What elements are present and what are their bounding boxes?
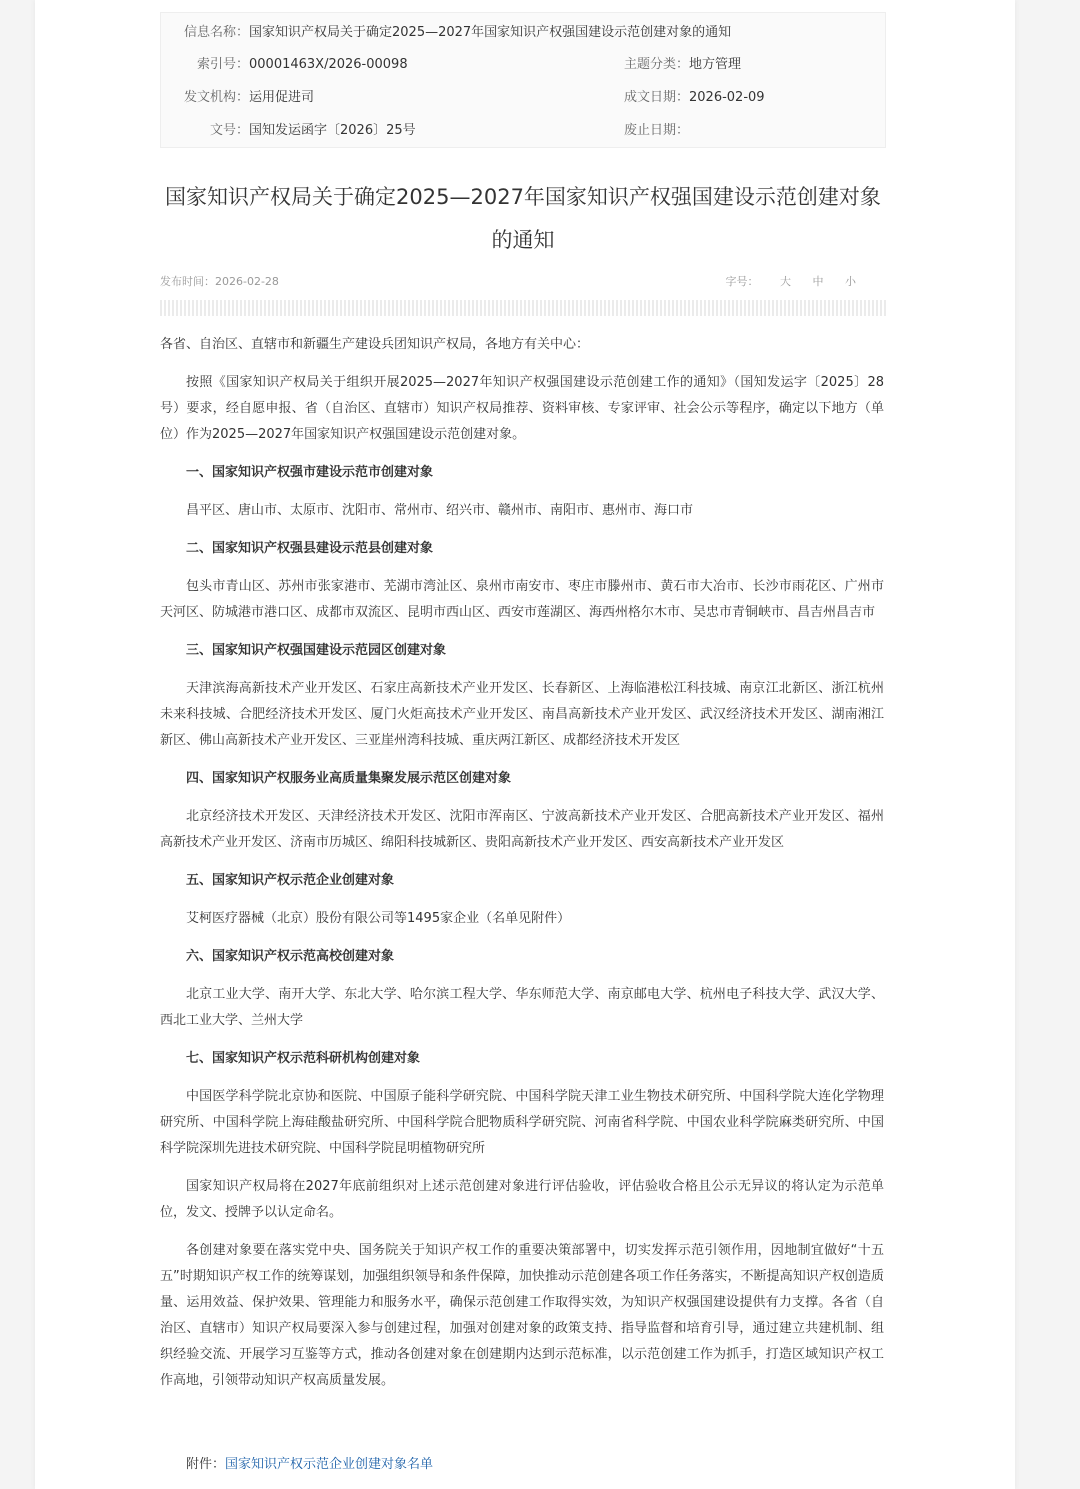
index-value: 00001463X/2026-00098 [249,57,408,72]
section-heading: 四、国家知识产权服务业高质量集聚发展示范区创建对象 [186,771,512,786]
docno-row [161,121,416,141]
publish-date: 发布时间：2026-02-28 [160,275,279,288]
font-small-button[interactable]: 小 [845,275,856,288]
section-heading: 六、国家知识产权示范高校创建对象 [186,949,395,964]
page-title [160,176,886,262]
issuer-label: 发文机构： [183,90,249,105]
date-row [619,88,765,108]
date-value: 2026-02-09 [689,90,765,105]
article-body [160,332,884,1406]
closing-paragraph-1: 国家知识产权局将在2027年底前组织对上述示范创建对象进行评估验收，评估验收合格且公示无异议的将认定为示范单位，发文、授牌予以认定命名。 [160,1179,884,1220]
docno-label: 文号： [209,123,249,138]
section-body: 艾柯医疗器械（北京）股份有限公司等1495家企业（名单见附件） [186,911,571,926]
date-label: 成文日期： [623,90,689,105]
closing-paragraph-2: 各创建对象要在落实党中央、国务院关于知识产权工作的重要决策部署中，切实发挥示范引领作用，因地制宜做好“十五五”时期知识产权工作的统筹谋划，加强组织领导和条件保障，加快推动示范创建各项工作任务落实，不断提高知识产权创造质量、运用效益、保护效果、管理能力和服务水平，确保示范创建工作取得实效，为知识产权强国建设提供有力支撑。各省（自治区、直辖市）知识产权局要深入参与创建过程，加强对创建对象的政策支持、指导监督和培育引导，通过建立共建机制、组织经验交流、开展学习互鉴等方式，推动各创建对象在创建期内达到示范标准，以示范创建工作为抓手，打造区域知识产权工作高地，引领带动知识产权高质量发展。 [160,1243,884,1388]
section-body: 中国医学科学院北京协和医院、中国原子能科学研究院、中国科学院天津工业生物技术研究所、中国科学院大连化学物理研究所、中国科学院上海硅酸盐研究所、中国科学院合肥物质科学研究院、河南省科学院、中国农业科学院麻类研究所、中国科学院深圳先进技术研究院、中国科学院昆明植物研究所 [160,1089,884,1156]
intro-paragraph: 按照《国家知识产权局关于组织开展2025—2027年知识产权强国建设示范创建工作的通知》（国知发运字〔2025〕28号）要求，经自愿申报、省（自治区、直辖市）知识产权局推荐、资料审核、专家评审、社会公示等程序，确定以下地方（单位）作为2025—2027年国家知识产权强国建设示范创建对象。 [160,375,884,442]
section-body: 北京工业大学、南开大学、东北大学、哈尔滨工程大学、华东师范大学、南京邮电大学、杭州电子科技大学、武汉大学、西北工业大学、兰州大学 [160,987,884,1028]
section-heading: 七、国家知识产权示范科研机构创建对象 [186,1051,421,1066]
expire-label: 废止日期： [623,123,689,138]
section-body: 昌平区、唐山市、太原市、沈阳市、常州市、绍兴市、赣州市、南阳市、惠州市、海口市 [186,503,694,518]
category-label: 主题分类： [623,57,689,72]
attachment-label: 附件： [186,1457,226,1472]
category-value: 地方管理 [689,57,742,72]
salutation: 各省、自治区、直辖市和新疆生产建设兵团知识产权局，各地方有关中心： [160,337,590,352]
title-line-1: 国家知识产权局关于确定2025—2027年国家知识产权强国建设示范创建对象 [165,185,881,209]
issuer-value: 运用促进司 [249,90,315,105]
info-name-value: 国家知识产权局关于确定2025—2027年国家知识产权强国建设示范创建对象的通知 [249,25,732,40]
font-size-label: 字号： [725,275,759,288]
category-row [619,55,741,75]
attachment [186,1454,433,1476]
font-medium-button[interactable]: 中 [812,275,824,288]
index-label: 索引号： [196,57,249,72]
title-line-2: 的通知 [491,228,555,252]
section-heading: 五、国家知识产权示范企业创建对象 [186,873,395,888]
section-body: 北京经济技术开发区、天津经济技术开发区、沈阳市浑南区、宁波高新技术产业开发区、合肥高新技术产业开发区、福州高新技术产业开发区、济南市历城区、绵阳科技城新区、贵阳高新技术产业开发区、西安高新技术产业开发区 [160,809,884,850]
section-heading: 二、国家知识产权强县建设示范县创建对象 [186,541,434,556]
section-heading: 一、国家知识产权强市建设示范市创建对象 [186,465,434,480]
document-info-box [160,12,886,148]
publish-info-bar [160,272,886,292]
divider [160,300,886,316]
section-heading: 三、国家知识产权强国建设示范园区创建对象 [186,643,447,658]
info-name-label: 信息名称： [183,25,249,40]
attachment-link[interactable]: 国家知识产权示范企业创建对象名单 [225,1457,434,1472]
index-row [161,55,408,75]
font-large-button[interactable]: 大 [780,275,791,288]
section-body: 天津滨海高新技术产业开发区、石家庄高新技术产业开发区、长春新区、上海临港松江科技城、南京江北新区、浙江杭州未来科技城、合肥经济技术开发区、厦门火炬高技术产业开发区、南昌高新技术产业开发区、武汉经济技术开发区、湖南湘江新区、佛山高新技术产业开发区、三亚崖州湾科技城、重庆两江新区、成都经济技术开发区 [160,681,884,748]
info-name-row [161,23,731,43]
issuer-row [161,88,314,108]
font-size-switcher [726,272,857,292]
expire-row [619,121,689,141]
docno-value: 国知发运函字〔2026〕25号 [249,123,416,138]
section-body: 包头市青山区、苏州市张家港市、芜湖市湾沚区、泉州市南安市、枣庄市滕州市、黄石市大冶市、长沙市雨花区、广州市天河区、防城港市港口区、成都市双流区、昆明市西山区、西安市莲湖区、海西州格尔木市、吴忠市青铜峡市、昌吉州昌吉市 [160,579,884,620]
